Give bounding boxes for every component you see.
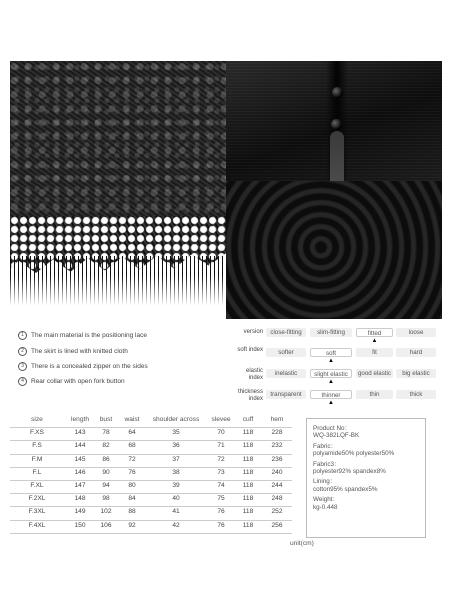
table-cell: 118 (242, 455, 254, 463)
selected-marker-icon: ▲ (328, 358, 334, 364)
table-cell: 150 (74, 521, 86, 529)
table-cell: 256 (271, 521, 283, 529)
scale-label: thickness index (237, 389, 263, 402)
table-cell: 118 (242, 442, 254, 450)
feature-number: 3 (18, 362, 27, 371)
product-info-box (306, 418, 426, 538)
table-cell: 94 (102, 482, 110, 489)
weight-label: Weight： (313, 496, 339, 504)
scale-option: fit (356, 348, 393, 357)
table-cell: 71 (217, 442, 225, 450)
scale-label: elastic index (245, 368, 263, 381)
table-cell: 38 (172, 468, 180, 476)
table-cell: 88 (128, 508, 136, 516)
table-cell: 76 (217, 521, 225, 529)
table-cell: 80 (128, 482, 136, 489)
table-cell: F.L (32, 468, 42, 476)
collar-button-icon (332, 87, 343, 98)
table-cell: 252 (271, 508, 283, 516)
table-row (10, 506, 292, 518)
table-cell: 76 (217, 508, 225, 516)
table-cell: 70 (217, 429, 225, 437)
scale-option: slim-fitting (310, 328, 352, 337)
table-cell: 72 (128, 455, 136, 463)
table-row (10, 520, 292, 532)
feature-item (18, 362, 148, 371)
table-cell: F.M (31, 455, 43, 463)
table-cell: 149 (74, 508, 86, 516)
table-row (10, 493, 292, 505)
table-cell: 35 (172, 429, 180, 437)
table-cell: 73 (217, 468, 225, 476)
product-no-label: Product No： (313, 425, 351, 432)
table-header-cell: size (31, 416, 43, 423)
table-cell: 118 (242, 521, 254, 529)
scale-option: close-fitting (266, 328, 306, 337)
scale-option: thick (396, 390, 436, 399)
table-header-cell: cuff (242, 416, 254, 423)
table-cell: 40 (172, 495, 180, 503)
weight-value: kg-0.448 (313, 503, 338, 511)
fabric-swirl-photo (226, 181, 442, 319)
table-cell: 68 (128, 442, 136, 450)
table-cell: F.3XL (28, 508, 46, 516)
feature-item (18, 377, 125, 386)
product-no: WQ-382LQF-BK (313, 432, 360, 440)
table-cell: 78 (102, 429, 110, 437)
scale-option-selected: soft (310, 348, 352, 357)
fabric3-value: polyester92% spandex8% (313, 468, 386, 476)
table-cell: 146 (74, 468, 86, 476)
table-header-cell: hem (270, 416, 284, 423)
selected-marker-icon: ▲ (328, 400, 334, 406)
scale-label: soft index (237, 347, 263, 353)
table-cell: F.4XL (28, 521, 46, 529)
table-cell: 76 (128, 468, 136, 476)
table-header-cell: bust (99, 416, 113, 423)
fabric3-label: Fabric3： (313, 460, 341, 468)
table-cell: 102 (100, 508, 112, 516)
rear-collar-photo (226, 61, 442, 181)
fabric1-label: Fabric： (313, 442, 337, 450)
table-cell: 118 (242, 429, 254, 437)
feature-text: There is a concealed zipper on the sides (31, 363, 148, 371)
table-cell: 118 (242, 468, 254, 476)
table-cell: 145 (74, 455, 86, 463)
table-cell: 240 (271, 468, 283, 476)
table-cell: 228 (271, 429, 283, 437)
scale-option: inelastic (266, 369, 306, 378)
table-cell: 98 (102, 495, 110, 503)
selected-marker-icon: ▲ (328, 379, 334, 385)
scale-option: transparent (266, 390, 306, 399)
scale-option-selected: thinner (310, 390, 352, 399)
feature-item (18, 331, 147, 340)
table-cell: F.XL (30, 482, 44, 489)
table-cell: 90 (102, 468, 110, 476)
scale-option: good elastic (357, 370, 392, 377)
table-cell: 39 (172, 482, 180, 489)
table-header-row (10, 414, 292, 426)
table-cell: 75 (217, 495, 225, 503)
table-row (10, 440, 292, 452)
scale-option: thin (356, 390, 393, 399)
table-cell: 236 (271, 455, 283, 463)
feature-text: The main material is the positioning lace (31, 332, 147, 340)
table-row (10, 480, 292, 492)
table-cell: 232 (271, 442, 283, 450)
fabric1-value: polyamide50% polyester50% (313, 450, 395, 458)
scale-option: loose (396, 328, 436, 337)
table-cell: F.XS (30, 429, 44, 437)
table-row (10, 454, 292, 466)
table-cell: 148 (74, 495, 86, 503)
table-cell: 248 (271, 495, 283, 503)
table-cell: 118 (242, 508, 254, 516)
lace-edge-photo (10, 216, 226, 319)
lace-detail-photo (10, 61, 226, 216)
feature-number: 2 (18, 347, 27, 356)
table-cell: 92 (128, 521, 136, 529)
feature-number: 1 (18, 331, 27, 340)
feature-text: The skirt is lined with knitted cloth (31, 348, 128, 356)
table-cell: 41 (172, 508, 180, 516)
table-row (10, 427, 292, 439)
table-cell: 82 (102, 442, 110, 450)
scale-option: big elastic (396, 369, 436, 378)
selected-marker-icon: ▲ (371, 338, 378, 344)
table-cell: 74 (217, 482, 225, 489)
table-cell: 36 (172, 442, 180, 450)
eyelash-fringe (10, 256, 226, 306)
table-rule (10, 533, 292, 534)
scale-option-selected: fitted (356, 328, 393, 337)
table-cell: 37 (172, 455, 180, 463)
table-cell: 106 (100, 521, 112, 529)
table-cell: 144 (74, 442, 86, 450)
table-cell: 147 (74, 482, 86, 489)
table-header-cell: waist (124, 416, 140, 423)
unit-label: unit(cm) (290, 540, 314, 547)
table-cell: 42 (172, 521, 180, 529)
scale-label: version (243, 329, 263, 335)
table-header-cell: shoulder across (152, 416, 200, 423)
table-cell: 86 (102, 455, 110, 463)
table-cell: 118 (242, 482, 254, 489)
feature-item (18, 347, 128, 356)
table-cell: 118 (242, 495, 254, 503)
table-cell: F.2XL (28, 495, 46, 503)
collar-button-icon (331, 119, 342, 130)
table-cell: 244 (271, 482, 283, 489)
table-cell: 143 (74, 429, 86, 437)
table-cell: 64 (128, 429, 136, 437)
collar-fork-opening (330, 131, 344, 181)
scale-option: softer (266, 348, 306, 357)
lining-label: Lining： (313, 478, 337, 486)
table-header-cell: length (71, 416, 89, 423)
table-cell: 84 (128, 495, 136, 503)
feature-number: 4 (18, 377, 27, 386)
feature-text: Rear collar with open fork button (31, 378, 125, 386)
scale-option-selected: slight elastic (310, 369, 352, 378)
lining-value: cotton95% spandex5% (313, 485, 378, 493)
table-cell: 72 (217, 455, 225, 463)
table-header-cell: slevee (211, 416, 231, 423)
table-row (10, 467, 292, 479)
scale-option: hard (396, 348, 436, 357)
table-cell: F.S (32, 442, 42, 450)
